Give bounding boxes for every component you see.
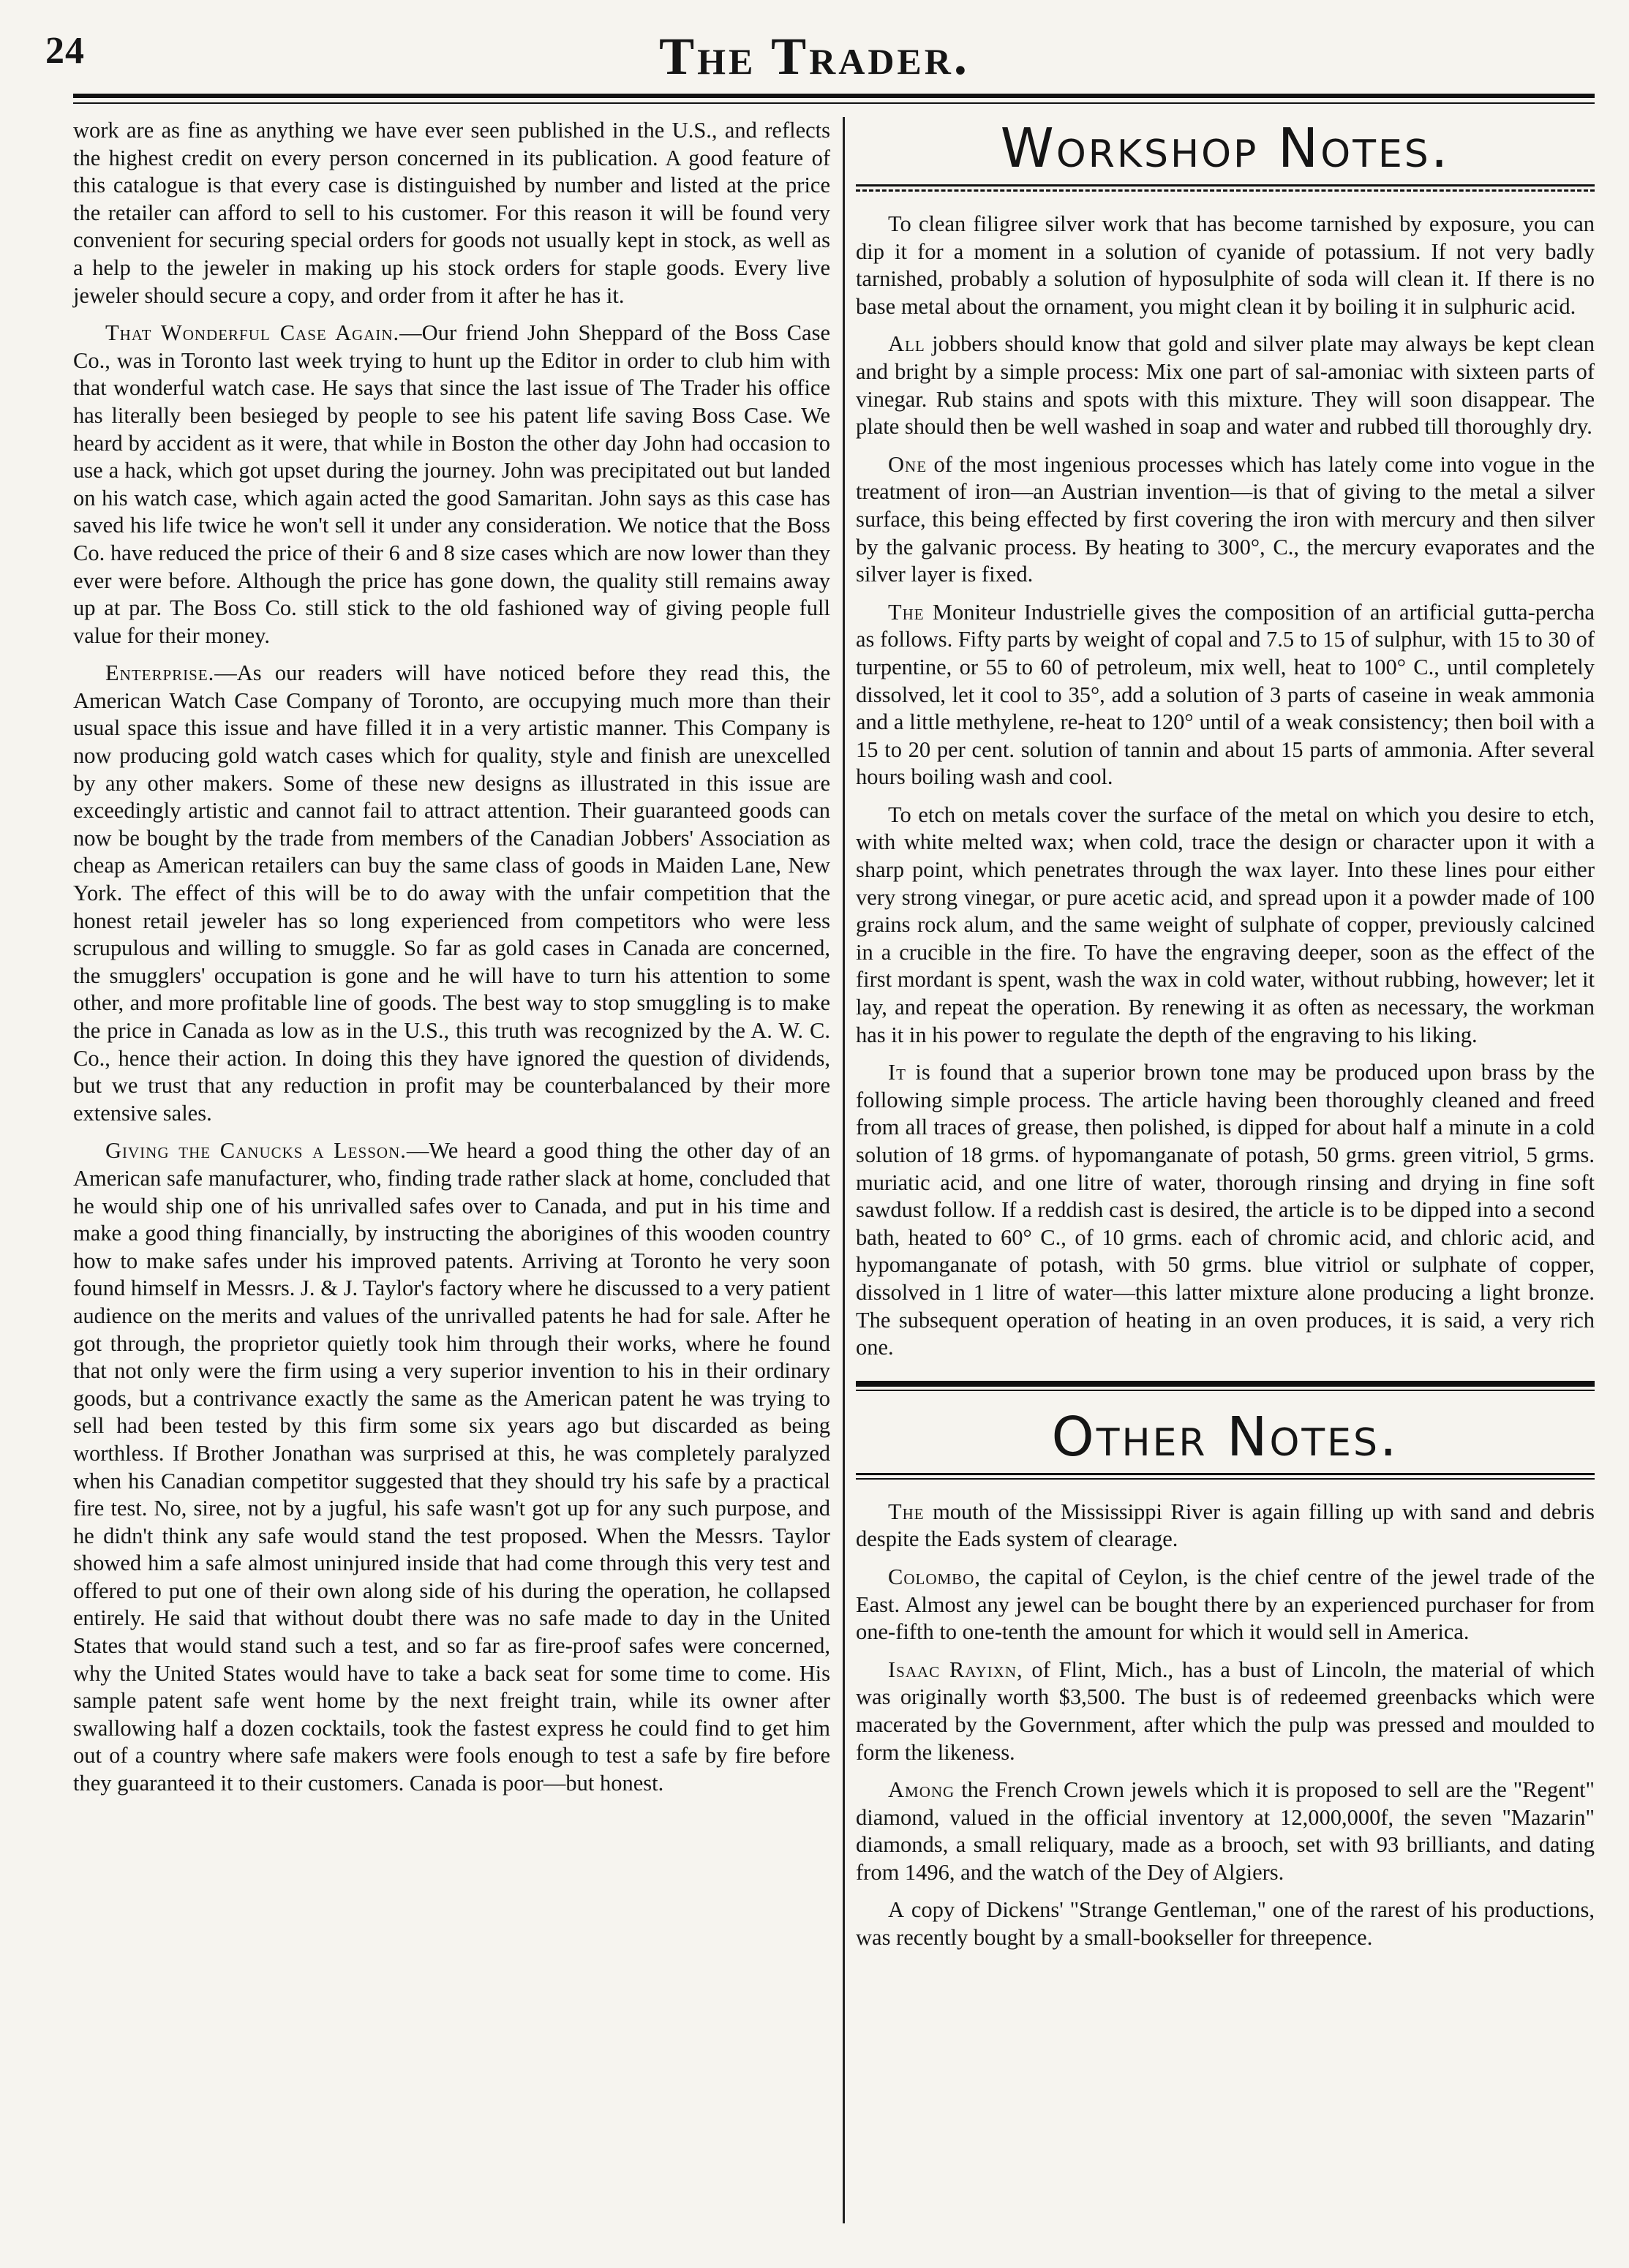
section-heading-workshop-notes: Workshop Notes. — [1000, 117, 1451, 180]
article-paragraph: Giving the Canucks a Lesson.—We heard a good thing the other day of an American safe manufacturer, who, finding trade rather slack at home, concluded that he would ship one of his unrivalled safes over to Canada, and put in his time and make a good thing financially, by instructing the aborigines of this wooden country how to make safes under his improved patents. Arriving at Toronto he very soon found himself in Messrs. J. & J. Taylor's factory where he discussed to a very patient audience on the merits and values of the unrivalled patents he had for sale. After he got through, the proprietor quietly took him through their works, where he found that not only were the firm using a very superior invention to his in their ordinary goods, but a contrivance exactly the same as the American patent he was trying to sell had been tested by this firm some six years ago but discarded as being worthless. If Brother Jonathan was surprised at this, he was completely paralyzed when his Canadian competitor suggested that they should try his safe by a practical fire test. No, siree, not by a jugful, his safe wasn't got up for any such purpose, and he didn't think any safe would stand the test proposed. When the Messrs. Taylor showed him a safe almost uninjured inside that had come through this very test and offered to put one of their own along side of his during the operation, he collapsed entirely. He said that without doubt there was no safe made to day in the United States that would stand such a test, and so far as fire-proof safes were concerned, why the United States would have to take a back seat for some time to come. His sample patent safe went home by the next freight train, while its owner after swallowing half a dozen cocktails, took the fastest express he could find to get him out of a country where safe makers were fools enough to test a safe by fire before they guaranteed it to their customers. Canada is poor—but honest. — [73, 1138, 830, 1796]
page-number: 24 — [45, 30, 85, 72]
note-lead: The — [888, 1499, 925, 1524]
heading-rule-thin — [856, 1478, 1595, 1480]
heading-rule-dashed — [856, 189, 1595, 192]
article-paragraph: That Wonderful Case Again.—Our friend John Sheppard of the Boss Case Co., was in Toronto last week trying to hunt up the Editor in order to club him with that wonderful watch case. He says that since the last issue of The Trader his office has literally been besieged by people to see his patent life saving Boss Case. We heard by accident as it were, that while in Boston the other day John had occasion to use a hack, which got upset during the journey. John was precipitated out but landed on his watch case, which again acted the good Samaritan. John says as this case has saved his life twice he won't sell it under any consideration. We notice that the Boss Co. have reduced the price of their 6 and 8 size cases which are now lower than they ever were before. Although the price has gone down, the quality still remains away up at par. The Boss Co. still stick to the old fashioned way of giving people full value for their money. — [73, 320, 830, 648]
left-column — [73, 117, 830, 1808]
note-paragraph: The mouth of the Mississippi River is again filling up with sand and debris despite the Eads system of clearage. — [856, 1499, 1595, 1552]
note-paragraph: Isaac Rayixn, of Flint, Mich., has a bust of Lincoln, the material of which was originally worth $3,500. The bust is of redeemed greenbacks which were macerated by the Government, after which the pulp was pressed and moulded to form the likeness. — [856, 1657, 1595, 1765]
note-lead: One — [888, 451, 928, 477]
article-lead: That Wonderful Case Again. — [105, 320, 400, 346]
heading-rule — [856, 184, 1595, 187]
note-paragraph: All jobbers should know that gold and silver plate may always be kept clean and bright by a simple process: Mix one part of sal-amoniac with sixteen parts of vinegar. Rub stains and spots with this mixture. They will soon disappear. The plate should then be well washed in soap and water and rubbed till thoroughly dry. — [856, 331, 1595, 440]
section-heading-other-notes: Other Notes. — [1051, 1405, 1399, 1469]
section-separator-thin — [856, 1390, 1595, 1391]
note-lead: A — [888, 1897, 906, 1923]
right-column — [856, 117, 1595, 1962]
heading-rule — [856, 1473, 1595, 1475]
article-lead: Enterprise. — [105, 660, 215, 686]
article-lead: Giving the Canucks a Lesson. — [105, 1138, 407, 1164]
note-lead: It — [888, 1060, 906, 1085]
note-lead: Among — [888, 1777, 955, 1803]
masthead-rule-thin — [73, 102, 1595, 104]
note-paragraph: Colombo, the capital of Ceylon, is the chief centre of the jewel trade of the East. Almost any jewel can be bought there by an experienced purchaser for from one-fifth to one-tenth the amount for which it would sell in America. — [856, 1564, 1595, 1645]
note-paragraph: A copy of Dickens' "Strange Gentleman," one of the rarest of his productions, was recently bought by a small-bookseller for threepence. — [856, 1897, 1595, 1951]
note-lead: Isaac Rayixn, — [888, 1657, 1023, 1682]
column-divider — [843, 117, 845, 2223]
note-paragraph: To etch on metals cover the surface of the metal on which you desire to etch, with white melted wax; when cold, trace the design or character upon it with a sharp point, which penetrates through the wax layer. Into these lines pour either very strong vinegar, or pure acetic acid, and spread upon it a powder made of 100 grains rock alum, and the same weight of sulphate of copper, previously calcined in a crucible in the fire. To have the engraving deeper, soon as the effect of the first mordant is spent, wash the wax in cold water, without rubbing, however; let it lay, and repeat the operation. By renewing it as often as necessary, the workman has it in his power to regulate the depth of the engraving to his liking. — [856, 802, 1595, 1047]
section-separator — [856, 1381, 1595, 1387]
masthead-rule — [73, 94, 1595, 98]
note-paragraph: To clean filigree silver work that has become tarnished by exposure, you can dip it for a moment in a solution of cyanide of potassium. If not very badly tarnished, probably a solution of hyposulphite of soda will clean it. If there is no base metal about the ornament, you might clean it by boiling it in sulphuric acid. — [856, 211, 1595, 319]
article-paragraph: Enterprise.—As our readers will have noticed before they read this, the American Watch Case Company of Toronto, are occupying much more than their usual space this issue and have filled it in a very artistic manner. This Company is now producing gold watch cases which for quality, style and finish are unexcelled by any other makers. Some of these new designs as illustrated in this issue are exceedingly artistic and cannot fail to attract attention. Their guaranteed goods can now be bought by the trade from members of the Canadian Jobbers' Association as cheap as American retailers can buy the same class of goods in Maiden Lane, New York. The effect of this will be to do away with the unfair competition that the honest retail jeweler has so long experienced from competitors who were less scrupulous and willing to smuggle. So far as gold cases in Canada are concerned, the smugglers' occupation is gone and he will have to turn his attention to some other, and more profitable line of goods. The best way to stop smuggling is to make the price in Canada as low as in the U.S., this truth was recognized by the A. W. C. Co., hence their action. In doing this they have ignored the question of dividends, but we trust that any reduction in profit may be counterbalanced by their more extensive sales. — [73, 660, 830, 1126]
note-lead: Colombo, — [888, 1564, 981, 1589]
note-lead: The — [888, 599, 925, 625]
masthead-title: The Trader. — [659, 27, 970, 86]
article-paragraph: work are as fine as anything we have ever seen published in the U.S., and reflects the highest credit on every person concerned in its publication. A good feature of this catalogue is that every case is distinguished by number and listed at the price the retailer can afford to sell to his customer. For this reason it will be found very convenient for securing special orders for goods not usually kept in stock, as well as a help to the jeweler in making up his stock orders for staple goods. Every live jeweler should secure a copy, and order from it after he has it. — [73, 118, 830, 308]
note-paragraph: It is found that a superior brown tone may be produced upon brass by the following simple process. The article having been thoroughly cleaned and freed from all traces of grease, then polished, is dipped for about half a minute in a cold solution of 18 grms. of hypomanganate of potash, 50 grms. green vitriol, 5 grms. muriatic acid, and one litre of water, thorough rinsing and drying in fine soft sawdust follow. If a reddish cast is desired, the article is to be dipped into a second bath, heated to 60° C., of 10 grms. each of chromic acid, and chloric acid, and hypomanganate of potash, with 50 grms. blue vitriol or sulphate of copper, dissolved in 1 litre of water—this latter mixture alone producing a light bronze. The subsequent operation of heating in an oven produces, it is said, a very rich one. — [856, 1060, 1595, 1360]
note-paragraph: The Moniteur Industrielle gives the composition of an artificial gutta-percha as follows. Fifty parts by weight of copal and 7.5 to 15 of sulphur, with 15 to 30 of turpentine, or 55 to 60 of petroleum, mix well, heat to 100° C., until completely dissolved, let it cool to 35°, add a solution of 3 parts of caseine in weak ammonia and a little methylene, re-heat to 120° until of a weak consistency; then boil with a 15 to 20 per cent. solution of tannin and about 15 parts of ammonia. After several hours boiling wash and cool. — [856, 599, 1595, 790]
note-paragraph: One of the most ingenious processes which has lately come into vogue in the treatment of iron—an Austrian invention—is that of giving to the metal a silver surface, this being effected by first covering the iron with mercury and then silver by the galvanic process. By heating to 300°, C., the mercury evaporates and the silver layer is fixed. — [856, 451, 1595, 587]
note-lead: All — [888, 331, 925, 357]
note-paragraph: Among the French Crown jewels which it is proposed to sell are the "Regent" diamond, valued in the official inventory at 12,000,000f, the seven "Mazarin" diamonds, a small reliquary, made as a brooch, set with 93 brilliants, and dating from 1496, and the watch of the Dey of Algiers. — [856, 1777, 1595, 1885]
